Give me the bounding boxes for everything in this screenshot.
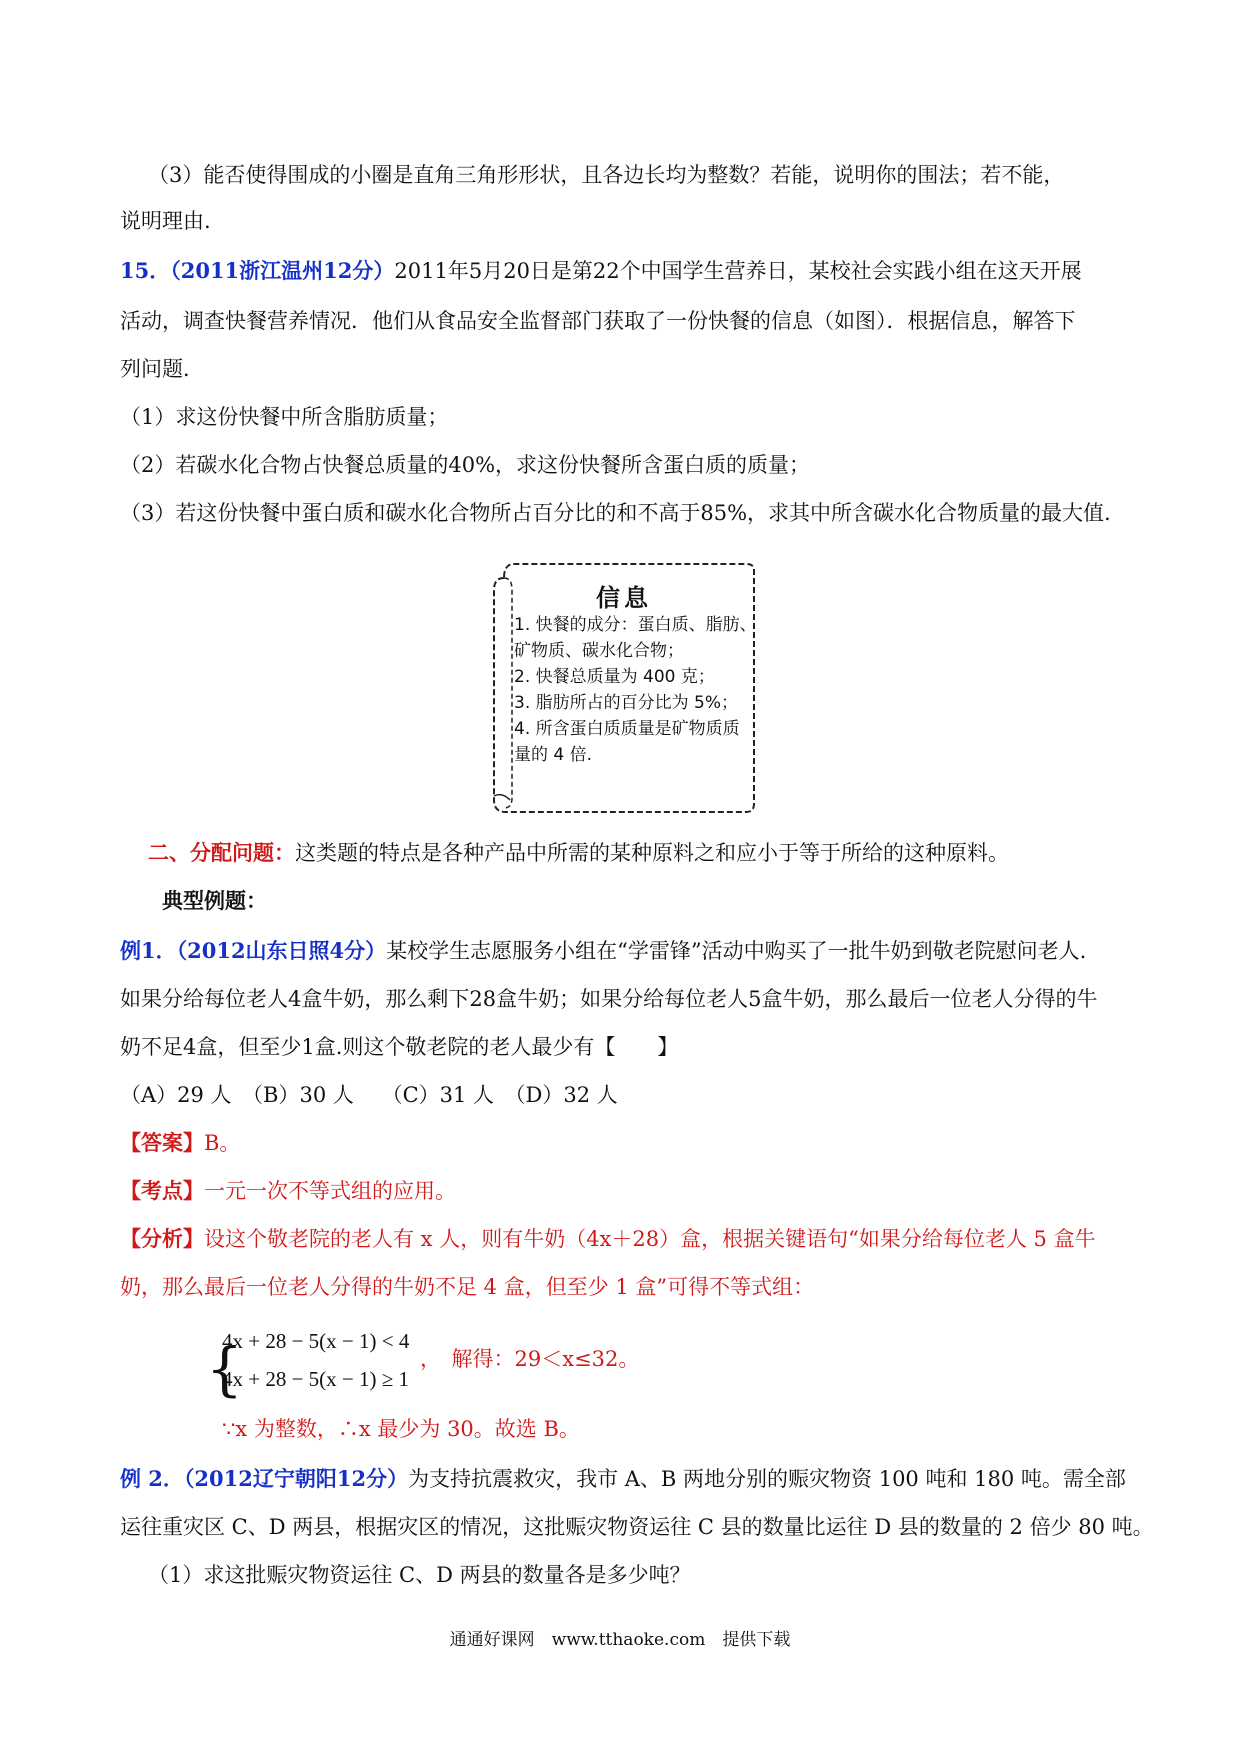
info-item: 3. 脂肪所占的百分比为 5%； — [514, 693, 738, 713]
point-tag: 【考点】 — [120, 1178, 204, 1203]
info-item: 量的 4 倍. — [514, 745, 593, 765]
section-2-text: 这类题的特点是各种产品中所需的某种原料之和应小于等于所给的这种原料。 — [295, 841, 1009, 865]
example-1-line2: 如果分给每位老人4盒牛奶，那么剩下28盒牛奶；如果分给每位老人5盒牛奶，那么最后一位老人分得的牛 — [120, 987, 1098, 1011]
inequality-1: 4x + 28 − 5(x − 1) < 4 — [222, 1329, 410, 1353]
example-1-label: 例1．（2012山东日照4分） — [120, 938, 387, 963]
question-15-sub2: （2）若碳水化合物占快餐总质量的40%，求这份快餐所含蛋白质的质量； — [120, 453, 811, 477]
inequality-2: 4x + 28 − 5(x − 1) ≥ 1 — [222, 1367, 410, 1391]
inequality-brace: { — [206, 1335, 243, 1403]
example-2-sub1: （1）求这批赈灾物资运往 C、D 两县的数量各是多少吨？ — [148, 1563, 691, 1587]
example-1-line1 — [120, 936, 1130, 966]
example-1-text: 某校学生志愿服务小组在“学雷锋”活动中购买了一批牛奶到敬老院慰问老人. — [386, 939, 1087, 963]
info-scroll-figure — [484, 560, 764, 820]
example-2-line2: 运往重灾区 C、D 两县，根据灾区的情况，这批赈灾物资运往 C 县的数量比运往 D 县的数量的 2 倍少 80 吨。 — [120, 1515, 1154, 1539]
question-15-line3: 列问题． — [120, 357, 204, 381]
example-1-conclusion: ∵x 为整数，∴x 最少为 30。故选 B。 — [222, 1417, 580, 1441]
question-15-label: 15．（2011浙江温州12分） — [120, 258, 395, 283]
example-1-analysis-line1 — [120, 1224, 1130, 1254]
question-15-line1 — [120, 256, 1130, 286]
info-item: 2. 快餐总质量为 400 克； — [514, 667, 715, 687]
example-2-label: 例 2．（2012辽宁朝阳12分） — [120, 1466, 409, 1491]
answer-text: B。 — [204, 1131, 241, 1155]
example-1-point — [120, 1176, 1130, 1206]
point-text: 一元一次不等式组的应用。 — [204, 1179, 456, 1203]
example-1-options: （A）29 人 （B）30 人 （C）31 人 （D）32 人 — [120, 1083, 618, 1107]
question-15-text: 2011年5月20日是第22个中国学生营养日，某校社会实践小组在这天开展 — [394, 259, 1082, 283]
example-2-text: 为支持抗震救灾，我市 A、B 两地分别的赈灾物资 100 吨和 180 吨。需全部 — [408, 1467, 1126, 1491]
section-2-heading: 二、分配问题： — [148, 840, 295, 865]
example-1-analysis-line2: 奶，那么最后一位老人分得的牛奶不足 4 盒，但至少 1 盒”可得不等式组： — [120, 1275, 815, 1299]
question-15-line2: 活动，调查快餐营养情况．他们从食品安全监督部门获取了一份快餐的信息（如图）．根据信息，解答下 — [120, 309, 1076, 333]
typical-examples-heading: 典型例题： — [162, 888, 267, 913]
example-2-line1 — [120, 1464, 1130, 1494]
info-title: 信息 — [596, 584, 652, 612]
info-item: 4. 所含蛋白质质量是矿物质质 — [514, 719, 740, 739]
analysis-tag: 【分析】 — [120, 1226, 204, 1251]
inequality-solution: ， 解得：29＜x≤32。 — [420, 1347, 640, 1371]
prev-question-line1: （3）能否使得围成的小圈是直角三角形形状，且各边长均为整数？若能，说明你的围法；若不能， — [148, 163, 1065, 187]
section-2-intro — [148, 838, 1130, 868]
prev-question-line2: 说明理由. — [120, 209, 211, 233]
question-15-sub1: （1）求这份快餐中所含脂肪质量； — [120, 405, 449, 429]
question-15-sub3: （3）若这份快餐中蛋白质和碳水化合物所占百分比的和不高于85%，求其中所含碳水化合物质量的最大值. — [120, 501, 1111, 525]
info-item: 1. 快餐的成分：蛋白质、脂肪、 — [514, 615, 757, 635]
example-1-answer — [120, 1128, 1130, 1158]
page-footer: 通通好课网 www.tthaoke.com 提供下载 — [449, 1630, 791, 1650]
analysis-text: 设这个敬老院的老人有 x 人，则有牛奶（4x＋28）盒，根据关键语句“如果分给每位老人 5 盒牛 — [204, 1227, 1096, 1251]
info-item: 矿物质、碳水化合物； — [514, 641, 684, 661]
example-1-line3: 奶不足4盒，但至少1盒.则这个敬老院的老人最少有【 】 — [120, 1035, 679, 1059]
answer-tag: 【答案】 — [120, 1130, 204, 1155]
